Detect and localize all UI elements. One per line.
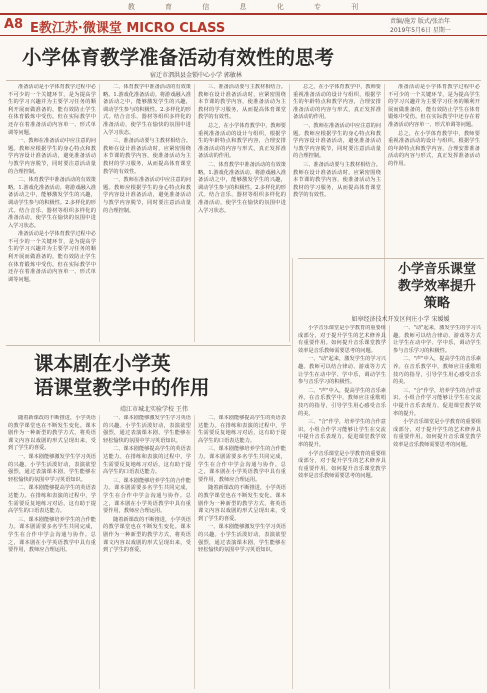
paragraph: 总之，在小学体育教学中，教师要重视准备活动的设计与组织，根据学生的年龄特点和教学内容，合理安排准备活动的内容与形式，真正发挥准备活动的作用。: [293, 84, 381, 121]
article3-column-2: [103, 415, 191, 689]
paragraph: 二、体育教学中准备活动的有效策略。1.游戏化准备活动。将游戏融入准备活动之中，能够激发学生的兴趣，调动学生参与的积极性。2.多样化的形式。结合音乐、器材等组织多样化的准备活动，使学生在愉快的氛围中进入学习状态。: [103, 84, 191, 136]
paragraph: 三、准备活动要与主教材相结合。教师在设计准备活动时，应紧密围绕本节课的教学内容，使准备活动为主教材的学习服务，从而提高体育课堂教学的有效性。: [103, 138, 191, 175]
paragraph: 准备活动是小学体育教学过程中必不可少的一个关键环节，是为提高学生的学习兴趣并为主要学习任务的顺利开展而做准备的，能有效防止学生在体育锻炼中受伤。但在实际教学中还存在着准备活动内容单一、形式单调等问题。: [388, 84, 480, 128]
paragraph: 三、"合"作学，培养学生的合作意识。小组合作学习能够让学生在交流中提升音乐表现力，促进课堂教学效率的提升。: [298, 419, 386, 448]
band-title: 教 育 信 息 化 专 刊: [127, 3, 373, 11]
paragraph: 二、课本剧能够提高学生的英语表达能力。在排练和表演的过程中，学生需要反复地练习对话，这有助于提高学生的口语表达能力。: [103, 446, 191, 476]
paragraph: 二、体育教学中准备活动的有效策略。1.游戏化准备活动。将游戏融入准备活动之中，能够激发学生的兴趣，调动学生参与的积极性。2.多样化的形式。结合音乐、器材等组织多样化的准备活动，使学生在愉快的氛围中进入学习状态。: [198, 161, 286, 214]
paragraph: 总之，在小学体育教学中，教师要重视准备活动的设计与组织，根据学生的年龄特点和教学内容，合理安排准备活动的内容与形式，真正发挥准备活动的作用。: [388, 130, 480, 167]
page-header: [0, 13, 487, 36]
column-title: E教江苏·微课堂 MICRO CLASS: [30, 21, 226, 36]
paragraph: 二、课本剧能够提高学生的英语表达能力。在排练和表演的过程中，学生需要反复地练习对话，这有助于提高学生的口语表达能力。: [8, 485, 96, 515]
paragraph: 小学音乐课堂是小学教育的重要组成部分，对于提升学生的艺术修养具有重要作用。如何提升音乐课堂教学效率是音乐教师需要思考的问题。: [298, 325, 386, 354]
paragraph: 随着新课改的不断推进，小学英语的教学课堂也在不断发生变化。课本剧作为一种新型的教学方式，将英语课文内容以戏剧的形式呈现出来，受到了学生的喜爱。: [8, 415, 96, 452]
article1-title: 小学体育教学准备活动有效性的思考: [22, 46, 335, 69]
article1-top-rule: [6, 80, 481, 81]
paragraph: 一、教师在准备活动中应注意的问题。教师应根据学生的身心特点和教学内容设计准备活动，避免准备活动与教学内容脱节，同时要注意活动量的合理控制。: [8, 138, 96, 175]
article2-column-2: [393, 325, 481, 689]
paragraph: 三、准备活动要与主教材相结合。教师在设计准备活动时，应紧密围绕本节课的教学内容，使准备活动为主教材的学习服务，从而提高体育课堂教学的有效性。: [198, 84, 286, 121]
article3-column-3: [198, 415, 286, 689]
top-band: [0, 0, 487, 12]
paragraph: 随着新课改的不断推进，小学英语的教学课堂也在不断发生变化。课本剧作为一种新型的教学方式，将英语课文内容以戏剧的形式呈现出来，受到了学生的喜爱。: [198, 485, 286, 522]
paragraph: 三、准备活动要与主教材相结合。教师在设计准备活动时，应紧密围绕本节课的教学内容，使准备活动为主教材的学习服务，从而提高体育课堂教学的有效性。: [293, 161, 381, 199]
article1-column-3: [198, 84, 286, 334]
paragraph: 一、课本剧能够激发学生学习英语的兴趣。小学生活泼好动，表演欲望强烈，通过表演课本剧，学生能够在轻松愉快的氛围中学习英语知识。: [198, 524, 286, 554]
paragraph: 三、课本剧能够培养学生的合作能力。课本剧需要多名学生共同完成，学生在合作中学会沟通与协作。总之，课本剧在小学英语教学中具有重要作用，教师应合理运用。: [198, 446, 286, 483]
paragraph: 准备活动是小学体育教学过程中必不可少的一个关键环节，是为提高学生的学习兴趣并为主要学习任务的顺利开展而做准备的，能有效防止学生在体育锻炼中受伤。但在实际教学中还存在着准备活动内容单一、形式单调等问题。: [8, 231, 96, 283]
paragraph: 二、"声"中入，提高学生的音乐素养。在音乐教学中，教师应注重歌唱技巧的指导，引导学生用心感受音乐的美。: [298, 387, 386, 417]
paragraph: 三、"合"作学，培养学生的合作意识。小组合作学习能够让学生在交流中提升音乐表现力，促进课堂教学效率的提升。: [393, 387, 481, 417]
paragraph: 三、课本剧能够培养学生的合作能力。课本剧需要多名学生共同完成，学生在合作中学会沟通与协作。总之，课本剧在小学英语教学中具有重要作用，教师应合理运用。: [8, 516, 96, 554]
editor-credits: 责编/施芳 版式/张治年: [390, 18, 450, 25]
article1-byline: 宿迁市泗洪县金锁中心小学 郭敏林: [150, 72, 242, 79]
article3-byline: 靖江市城北实验学校 王伟: [120, 406, 188, 413]
paragraph: 随着新课改的不断推进，小学英语的教学课堂也在不断发生变化。课本剧作为一种新型的教学方式，将英语课文内容以戏剧的形式呈现出来，受到了学生的喜爱。: [103, 516, 191, 554]
page-number: A8: [4, 17, 24, 32]
paragraph: 二、体育教学中准备活动的有效策略。1.游戏化准备活动。将游戏融入准备活动之中，能够激发学生的兴趣，调动学生参与的积极性。2.多样化的形式。结合音乐、器材等组织多样化的准备活动，使学生在愉快的氛围中进入学习状态。: [8, 177, 96, 229]
paragraph: 一、教师在准备活动中应注意的问题。教师应根据学生的身心特点和教学内容设计准备活动，避免准备活动与教学内容脱节，同时要注意活动量的合理控制。: [293, 122, 381, 160]
paragraph: 一、课本剧能够激发学生学习英语的兴趣。小学生活泼好动，表演欲望强烈，通过表演课本剧，学生能够在轻松愉快的氛围中学习英语知识。: [103, 415, 191, 444]
issue-date: 2019年5月6日 星期一: [390, 27, 451, 34]
paragraph: 一、教师在准备活动中应注意的问题。教师应根据学生的身心特点和教学内容设计准备活动，避免准备活动与教学内容脱节，同时要注意活动量的合理控制。: [103, 177, 191, 214]
paragraph: 二、"声"中入，提高学生的音乐素养。在音乐教学中，教师应注重歌唱技巧的指导，引导学生用心感受音乐的美。: [393, 356, 481, 386]
paragraph: 准备活动是小学体育教学过程中必不可少的一个关键环节，是为提高学生的学习兴趣并为主要学习任务的顺利开展而做准备的，能有效防止学生在体育锻炼中受伤。但在实际教学中还存在着准备活动内容单一、形式单调等问题。: [8, 84, 96, 136]
article1-column-4: [293, 84, 381, 334]
article1-column-5: [388, 84, 480, 256]
article2-column-1: [298, 325, 386, 689]
paragraph: 一、"动"起来，激发学生的学习兴趣。教师可以结合律动、游戏等方式让学生在动中学、学中乐，调动学生参与音乐学习的积极性。: [298, 356, 386, 386]
paragraph: 一、"动"起来，激发学生的学习兴趣。教师可以结合律动、游戏等方式让学生在动中学、学中乐，调动学生参与音乐学习的积极性。: [393, 325, 481, 354]
paragraph: 小学音乐课堂是小学教育的重要组成部分，对于提升学生的艺术修养具有重要作用。如何提升音乐课堂教学效率是音乐教师需要思考的问题。: [393, 419, 481, 448]
article3-title-line: [34, 352, 210, 400]
paragraph: 小学音乐课堂是小学教育的重要组成部分，对于提升学生的艺术修养具有重要作用。如何提升音乐课堂教学效率是音乐教师需要思考的问题。: [298, 450, 386, 480]
article2-byline: 如皋经济技术开发区何庄小学 宋媛媛: [351, 316, 450, 323]
article2-title: 小学音乐课堂教学效率提升策略: [397, 262, 476, 311]
paragraph: 二、课本剧能够提高学生的英语表达能力。在排练和表演的过程中，学生需要反复地练习对话，这有助于提高学生的口语表达能力。: [198, 415, 286, 444]
article1-column-2: [103, 84, 191, 334]
article3-title-part: 课本剧在小学英: [34, 352, 171, 375]
article1-column-1: [8, 84, 96, 334]
article3-title-part: 语课堂教学中的作用: [34, 376, 210, 399]
paragraph: 总之，在小学体育教学中，教师要重视准备活动的设计与组织，根据学生的年龄特点和教学内容，合理安排准备活动的内容与形式，真正发挥准备活动的作用。: [198, 122, 286, 160]
article3-column-1: [8, 415, 96, 689]
paragraph: 三、课本剧能够培养学生的合作能力。课本剧需要多名学生共同完成，学生在合作中学会沟通与协作。总之，课本剧在小学英语教学中具有重要作用，教师应合理运用。: [103, 477, 191, 515]
paragraph: 一、课本剧能够激发学生学习英语的兴趣。小学生活泼好动，表演欲望强烈，通过表演课本剧，学生能够在轻松愉快的氛围中学习英语知识。: [8, 453, 96, 483]
